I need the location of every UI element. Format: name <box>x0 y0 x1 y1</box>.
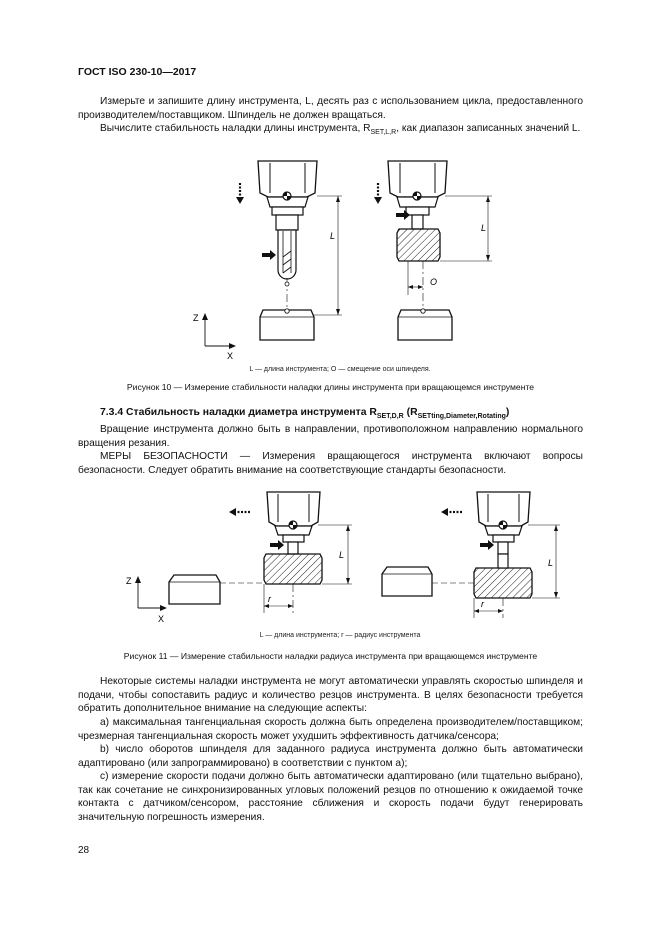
dim-L-right-fig11: L <box>548 558 554 568</box>
axis-x-label: X <box>227 351 234 361</box>
right-spindle-assembly <box>374 161 492 340</box>
section-title-paren: (R <box>403 407 418 418</box>
body-paragraph-rotation: Вращение инструмента должно быть в направлении, противоположном направлению нормального вращения резания. <box>78 424 583 449</box>
list-item-c: с) измерение скорости подачи должно быть автоматически адаптировано (или тщательно выбрано), так как сочетание не синхронизированных угловых положений резцов по отношению к ожидаемой точке контакта с датчиком/сенсором, расстояние сближения и скорость подачи будут генерировать значительную погрешность измерения. <box>78 771 583 823</box>
section-number: 7.3.4 <box>100 407 124 418</box>
left-spindle-assembly-fig11 <box>169 492 352 613</box>
axis-z-label: Z <box>193 313 199 323</box>
section-title: Стабильность наладки диаметра инструмента R <box>126 407 377 418</box>
dim-L-right: L <box>481 223 487 233</box>
list-item-a: а) максимальная тангенциальная скорость должна быть определена производителем/поставщиком; чрезмерная тангенциальная скорость может ухудшить эффективность датчика/сенсора; <box>78 717 583 742</box>
axes-fig11 <box>126 576 167 624</box>
axis-x-label: X <box>158 614 165 624</box>
subscript: SET,L,R <box>370 129 397 137</box>
page-number: 28 <box>78 845 90 856</box>
subscript: SETting,Diameter,Rotating <box>417 413 506 421</box>
intro-text: Вычислите стабильность наладки длины инструмента, R <box>100 123 371 134</box>
dim-r-right: r <box>481 599 484 609</box>
intro-paragraph-1: Измерьте и запишите длину инструмента, L, десять раз с использованием цикла, предоставленного производителем/поставщиком. Шпиндель не должен вращаться. <box>78 96 583 121</box>
intro-text-end: , как диапазон записанных значений L. <box>396 123 581 134</box>
dim-L-left-fig11: L <box>339 550 345 560</box>
section-title-close: ) <box>505 407 510 418</box>
dim-L-left: L <box>330 231 336 241</box>
left-spindle-assembly <box>236 161 342 340</box>
right-spindle-assembly-fig11 <box>382 492 560 618</box>
figure-11-caption: Рисунок 11 — Измерение стабильности наладки радиуса инструмента при вращающемся инструменте <box>123 651 538 661</box>
section-heading <box>100 407 600 420</box>
figure-11-drawing <box>120 488 580 628</box>
dim-r-left: r <box>268 594 271 604</box>
figure-10-caption: Рисунок 10 — Измерение стабильности наладки длины инструмента при вращающемся инструменте <box>126 382 535 392</box>
axis-z-label: Z <box>126 576 132 586</box>
body-paragraph-safety: МЕРЫ БЕЗОПАСНОСТИ — Измерения вращающегося инструмента включают вопросы безопасности. Следует обратить внимание на соответствующие стандарты безопасности. <box>78 451 583 476</box>
document-header: ГОСТ ISO 230-10—2017 <box>78 66 197 78</box>
body-paragraph-intro: Некоторые системы наладки инструмента не могут автоматически управлять скоростью шпинделя и подачи, чтобы сопоставить радиус и количество резцов инструмента. В целях безопасности требуется обратить дополнительное внимание на следующие аспекты: <box>78 676 583 714</box>
intro-paragraph-2 <box>78 122 583 140</box>
list-item-b: b) число оборотов шпинделя для заданного радиуса инструмента должно быть автоматически адаптировано (или запрограммировано) в соответствии с пунктом а); <box>78 744 583 769</box>
dim-O: O <box>430 277 438 287</box>
figure-10-legend: L — длина инструмента; O — смещение оси шпинделя. <box>249 366 431 373</box>
subscript: SET,D,R <box>376 413 404 421</box>
figure-11-legend: L — длина инструмента; r — радиус инструмента <box>259 632 421 639</box>
figure-10-drawing <box>170 155 530 365</box>
axes-fig10 <box>193 313 236 361</box>
